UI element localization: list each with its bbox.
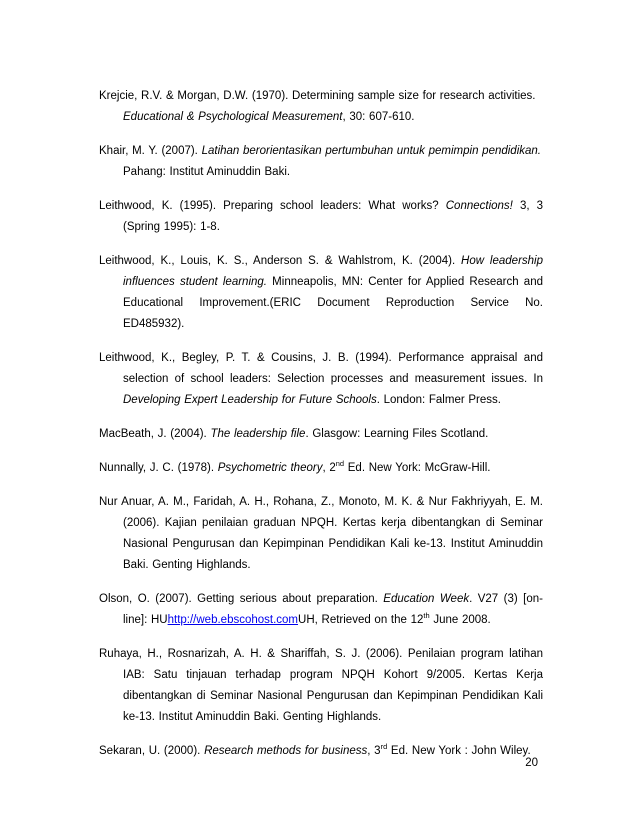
- reference-text: 3, 3 (Spring 1995): 1-8.: [123, 200, 543, 233]
- reference-text: Leithwood, K. (1995). Preparing school leaders: What works?: [99, 200, 446, 212]
- reference-text: Ed. New York: McGraw-Hill.: [344, 462, 491, 474]
- reference-text: , 3: [367, 745, 381, 757]
- reference-title-italic: Latihan berorientasikan pertumbuhan untuk pemimpin pendidikan.: [201, 145, 541, 157]
- reference-title-italic: Psychometric theory: [217, 462, 323, 474]
- reference-text: Nur Anuar, A. M., Faridah, A. H., Rohana, Z., Monoto, M. K. & Nur Fakhriyyah, E. M. (2006). Kajian penilaian graduan NPQH. Kertas kerja dibentangkan di Seminar Nasional Pengurusan dan Kepimpinan Pendidikan Kali ke-13. Institut Aminuddin Baki. Genting Highlands.: [99, 496, 543, 571]
- reference-title-italic: The leadership file: [210, 428, 306, 440]
- reference-title-italic: Education Week: [383, 593, 470, 605]
- reference-text: Krejcie, R.V. & Morgan, D.W. (1970). Determining sample size for research activities.: [99, 90, 536, 102]
- reference-text: Olson, O. (2007). Getting serious about preparation.: [99, 593, 384, 605]
- reference-item: [99, 589, 543, 631]
- reference-item: [99, 458, 543, 479]
- reference-title-italic: How leadership influences student learning.: [123, 255, 543, 288]
- reference-item: [99, 86, 543, 128]
- reference-item: [99, 141, 543, 183]
- reference-text: . V27 (3) [on-line]: HU: [123, 593, 543, 626]
- reference-item: [99, 424, 543, 445]
- reference-item: [99, 196, 543, 238]
- reference-text: Minneapolis, MN: Center for Applied Research and Educational Improvement.(ERIC Document Reproduction Service No. ED485932).: [123, 276, 543, 330]
- reference-text: Pahang: Institut Aminuddin Baki.: [123, 166, 291, 178]
- ordinal-superscript: nd: [335, 459, 345, 469]
- references-list: [99, 86, 543, 775]
- reference-text: , 30: 607-610.: [342, 111, 415, 123]
- reference-item: [99, 741, 543, 762]
- reference-text: Ruhaya, H., Rosnarizah, A. H. & Shariffah, S. J. (2006). Penilaian program latihan IAB: Satu tinjauan terhadap program NPQH Kohort 9/2005. Kertas Kerja dibentangkan di Seminar Nasional Pengurusan dan Kepimpinan Pendidikan Kali ke-13. Institut Aminuddin Baki. Genting Highlands.: [99, 648, 543, 723]
- reference-item: [99, 492, 543, 576]
- reference-text: MacBeath, J. (2004).: [99, 428, 211, 440]
- reference-title-italic: Research methods for business: [204, 745, 368, 757]
- reference-url-link[interactable]: http://web.ebscohost.com: [167, 614, 299, 626]
- reference-text: , 2: [322, 462, 336, 474]
- reference-text: UH, Retrieved on the 12: [298, 614, 424, 626]
- reference-text: Nunnally, J. C. (1978).: [99, 462, 218, 474]
- reference-title-italic: Developing Expert Leadership for Future Schools: [123, 394, 377, 406]
- reference-title-italic: Educational & Psychological Measurement: [123, 111, 343, 123]
- reference-text: Leithwood, K., Begley, P. T. & Cousins, J. B. (1994). Performance appraisal and selection of school leaders: Selection processes and measurement issues. In: [99, 352, 543, 385]
- reference-text: Ed. New York : John Wiley.: [387, 745, 531, 757]
- page-number: 20: [525, 757, 538, 769]
- reference-text: Khair, M. Y. (2007).: [99, 145, 202, 157]
- reference-item: [99, 348, 543, 411]
- reference-text: Sekaran, U. (2000).: [99, 745, 205, 757]
- ordinal-superscript: rd: [380, 742, 388, 752]
- reference-item: [99, 251, 543, 335]
- reference-title-italic: Connections!: [445, 200, 513, 212]
- reference-text: Leithwood, K., Louis, K. S., Anderson S. & Wahlstrom, K. (2004).: [99, 255, 462, 267]
- reference-text: . London: Falmer Press.: [376, 394, 501, 406]
- reference-item: [99, 644, 543, 728]
- ordinal-superscript: th: [423, 611, 430, 621]
- reference-text: June 2008.: [429, 614, 491, 626]
- reference-text: . Glasgow: Learning Files Scotland.: [305, 428, 489, 440]
